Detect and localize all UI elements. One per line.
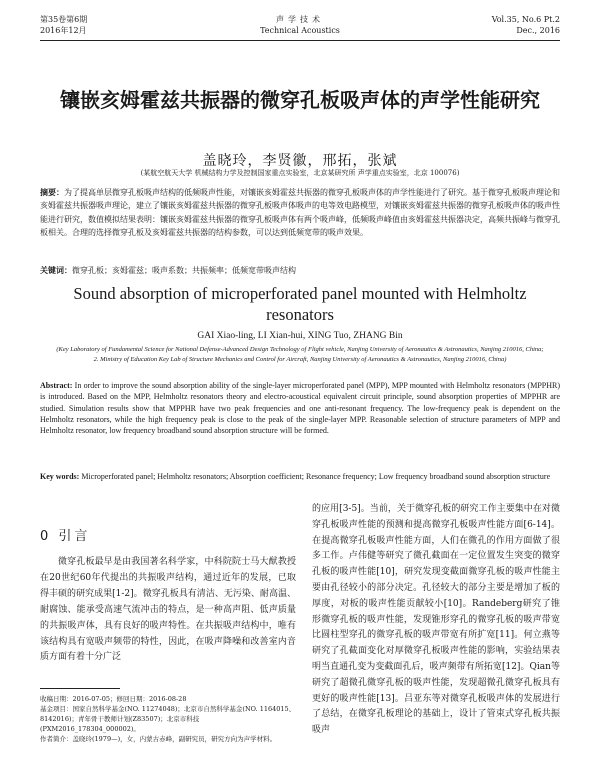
abstract-en-text: In order to improve the sound absorption ability of the single-layer microperforated panel (MPP), MPP mounted with Helmholtz resonators (MPPHR) is introduced. Based on the MPP, Helmholtz resonators theory and electro-acoustical equivalent circuit principle, sound absorption properties of MPPHR are studied. Simulation results show that MPPHR have two peak frequencies and one anti-resonant frequency. The low-frequency peak is dependent on the Helmholtz resonators, while the high frequency peak is close to the peak of the single-layer MPP. Reasonable selection of structure parameters of MPP and Helmholtz resonator, low frequency broadband sound absorption structure will be formed. <box>40 381 561 436</box>
body-text-left-column: 微穿孔板最早是由我国著名科学家，中科院院士马大猷教授在20世纪60年代提出的共振吸声结构，通过近年的发展，已取得丰硕的研究成果[1-2]。微穿孔板具有清洁、无污染、耐高温、耐腐蚀、能承受高速气流冲击的特点，是一种高声阻、低声质量的共振吸声体，具有良好的吸声特性。在共振吸声结构中，唯有该结构具有宽吸声频带的特性，因此，在吸声降噪和改善室内音质方面有着十分广泛 <box>40 557 296 663</box>
journal-name-cn: 声学技术 <box>276 15 324 24</box>
affiliation-en <box>40 345 560 365</box>
volume-issue: 第35卷第6期 <box>40 15 88 24</box>
keywords-en-text: Microperforated panel; Helmholtz resonators; Absorption coefficient; Resonance frequency; Low frequency broadband sound absorption structure <box>81 472 551 481</box>
journal-name-en: Technical Acoustics <box>260 26 340 35</box>
journal-volume-en <box>492 14 560 36</box>
paper-title-en: Sound absorption of microperforated panel mounted with Helmholtz resonators <box>73 284 527 324</box>
date-en: Dec., 2016 <box>516 26 560 35</box>
paper-title-cn: 镶嵌亥姆霍兹共振器的微穿孔板吸声体的声学性能研究 <box>60 88 540 112</box>
abstract-cn-text: 为了提高单层微穿孔板吸声结构的低频吸声性能，对镶嵌亥姆霍兹共振器的微穿孔板吸声体的声学性能进行了研究。基于微穿孔板吸声理论和亥姆霍兹共振器吸声理论，建立了镶嵌亥姆霍兹共振器的微穿孔板吸声体吸声的电等效电路模型，对镶嵌亥姆霍兹共振器的微穿孔板吸声体的吸声性能进行研究，数值模拟结果表明：镶嵌亥姆霍兹共振器的微穿孔板吸声体有两个吸声峰，低频吸声峰值由亥姆霍兹共振器决定，高频共振峰与微穿孔板相关。合理的选择微穿孔板及亥姆霍兹共振器的结构参数，可以达到低频宽带的吸声效果。 <box>40 188 560 237</box>
affiliation-en-2: 2. Ministry of Education Key Lab of Structure Mechanics and Control for Aircraft, Nanjing University of Aeronautics & Astronautics, Nanjing 210016, China) <box>93 356 507 363</box>
keywords-cn-text: 微穿孔板；亥姆霍兹；吸声系数；共振频率；低频宽带吸声结构 <box>72 266 296 275</box>
issue-date: 2016年12月 <box>40 26 87 35</box>
keywords-en-label: Key words: <box>40 472 80 481</box>
header-rule <box>40 40 560 41</box>
footnote: 收稿日期：2016-07-05；修回日期：2016-08-28 基金项目：国家自然科学基金(NO. 11274048)；北京市自然科学基金(NO. 1164015、8142016)；青年骨干教师计划(Z83507)；北京市科技(PXM2016_178304_000002)。 作者简介：盖晓玲(1979—)，女，内蒙古赤峰，副研究员，研究方向为声学材料。 <box>40 695 296 743</box>
section-heading-introduction: 0 引言 <box>40 529 91 544</box>
volume-en: Vol.35, No.6 Pt.2 <box>491 15 560 24</box>
body-text-right-column: 的应用[3-5]。当前，关于微穿孔板的研究工作主要集中在对微穿孔板吸声性能的预测和提高微穿孔板吸声性能方面[6-14]。在提高微穿孔板吸声性能方面，人们在微孔的作用方面做了很多工作。卢伟健等研究了微孔截面在一定位置发生突变的微穿孔板的吸声性能[10]，研究发现变截面微穿孔板的吸声性能主要由孔径较小的部分决定。孔径较大的部分主要是增加了板的厚度，对板的吸声性能贡献较小[10]。Randeberg研究了锥形微穿孔板的吸声性能，发现锥形穿孔的微穿孔板的吸声带宽比圆柱型穿孔的微穿孔板的吸声带宽有所扩宽[11]。何立燕等研究了孔截面变化对厚微穿孔板吸声性能的影响，实验结果表明当直通孔变为变截面孔后，吸声频带有所拓宽[12]。Qian等研究了超微孔微穿孔板的吸声性能，发现超微孔微穿孔板具有更好的吸声性能[13]。吕亚东等对微穿孔板吸声体的发展进行了总结，在微穿孔板理论的基础上，设计了管束式穿孔板共振吸声 <box>312 504 560 736</box>
authors-cn: 盖晓玲，李贤徽，邢拓，张斌 <box>202 153 398 169</box>
abstract-cn-label: 摘要： <box>40 188 64 197</box>
abstract-en <box>40 380 560 436</box>
journal-name <box>40 14 560 36</box>
abstract-cn <box>40 186 560 239</box>
affiliation-cn: (某航空航天大学 机械结构力学及控制国家重点实验室，北京某研究所 声学重点实验室，北京 100076) <box>140 169 460 177</box>
affiliation-en-1: (Key Laboratory of Fundamental Science for National Defense-Advanced Design Technology of Flight vehicle, Nanjing University of Aeronautics & Astronautics, Nanjing 210016, China; <box>56 346 544 353</box>
page-header <box>40 14 560 40</box>
authors-en: GAI Xiao-ling, LI Xian-hui, XING Tuo, ZHANG Bin <box>197 331 403 341</box>
keywords-en <box>40 471 560 482</box>
footnote-rule <box>40 688 120 689</box>
keywords-cn <box>40 265 560 276</box>
abstract-en-label: Abstract: <box>40 381 73 390</box>
keywords-cn-label: 关键词： <box>40 266 72 275</box>
